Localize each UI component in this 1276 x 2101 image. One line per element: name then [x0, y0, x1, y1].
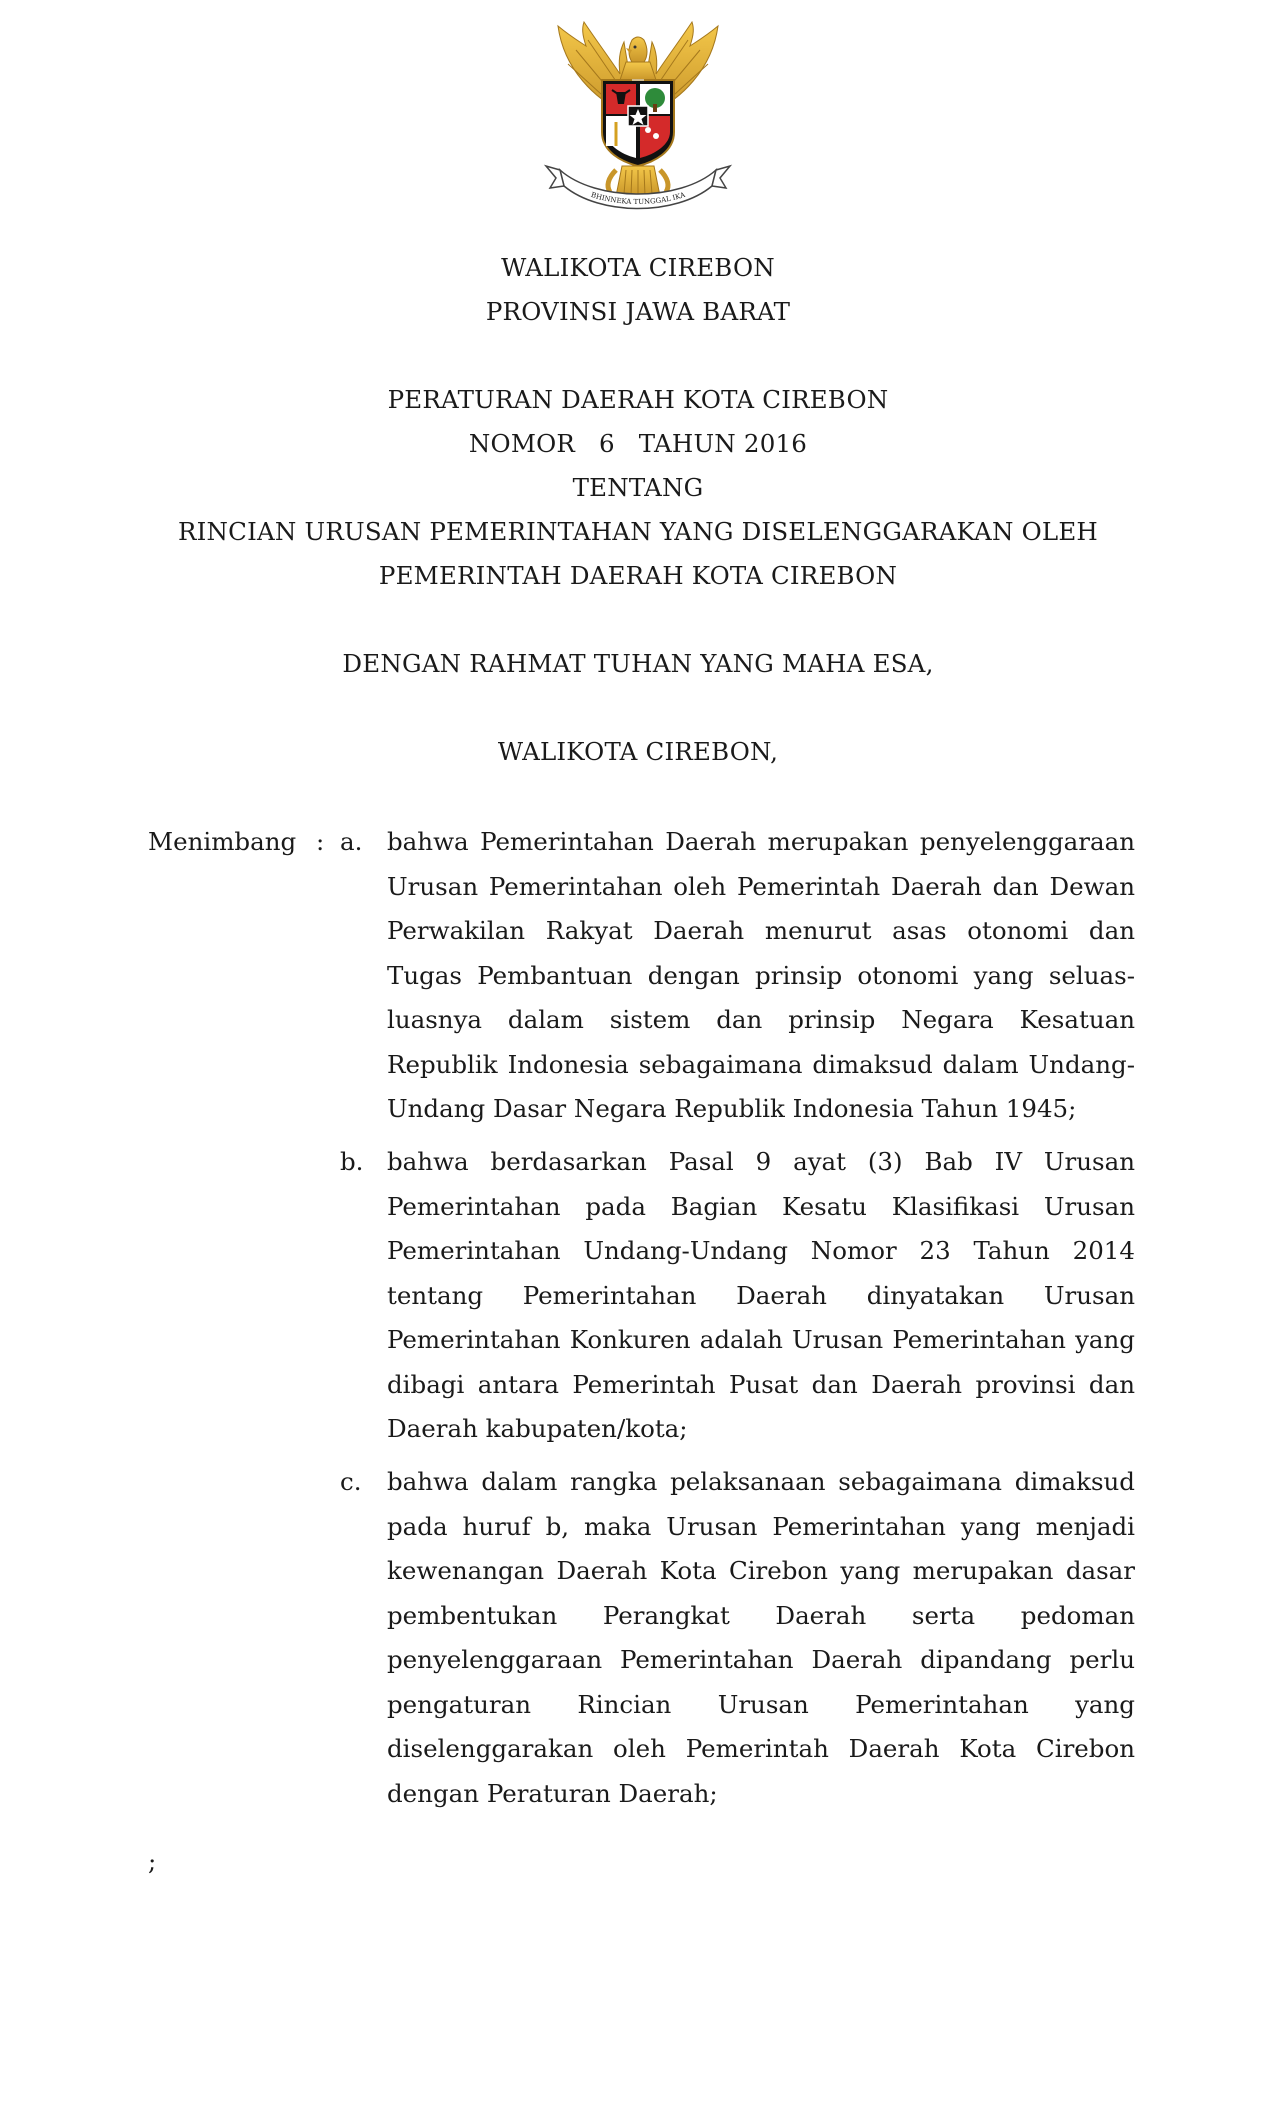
paragraph-line: Pemerintahan pada Bagian Kesatu Klasifikasi Urusan	[387, 1191, 1135, 1221]
considering-item-a	[387, 820, 1135, 1132]
paragraph-line: diselenggarakan oleh Pemerintah Daerah Kota Cirebon	[387, 1734, 1135, 1763]
considering-item-c	[387, 1460, 1135, 1816]
header-title: WALIKOTA CIREBON	[501, 253, 775, 282]
paragraph-line: luasnya dalam sistem dan prinsip Negara Kesatuan	[387, 1005, 1135, 1034]
header-province: PROVINSI JAWA BARAT	[485, 297, 791, 326]
paragraph-line: dibagi antara Pemerintah Pusat dan Daerah provinsi dan	[387, 1369, 1135, 1399]
considering-colon: :	[316, 827, 325, 856]
regulation-name: PERATURAN DAERAH KOTA CIREBON	[387, 385, 889, 414]
paragraph-line: pada huruf b, maka Urusan Pemerintahan yang menjadi	[387, 1511, 1135, 1541]
trailing-mark: ;	[148, 1847, 157, 1876]
paragraph-line: tentang Pemerintahan Daerah dinyatakan Urusan	[387, 1280, 1135, 1310]
paragraph-line: bahwa dalam rangka pelaksanaan sebagaimana dimaksud	[387, 1467, 1135, 1496]
considering-item-letter: c.	[340, 1467, 362, 1496]
motto-text: BHINNEKA TUNGGAL IKA	[589, 190, 687, 207]
paragraph-line: Tugas Pembantuan dengan prinsip otonomi yang seluas-	[387, 960, 1135, 990]
regulation-subject-line1: RINCIAN URUSAN PEMERINTAHAN YANG DISELENGGARAKAN OLEH	[178, 517, 1098, 546]
considering-item-letter: a.	[340, 827, 363, 856]
paragraph-line: Urusan Pemerintahan oleh Pemerintah Daerah dan Dewan	[387, 871, 1135, 901]
paragraph-line: pembentukan Perangkat Daerah serta pedoman	[387, 1600, 1135, 1630]
paragraph-line: pengaturan Rincian Urusan Pemerintahan yang	[387, 1689, 1135, 1719]
paragraph-line: dengan Peraturan Daerah;	[387, 1778, 718, 1808]
paragraph-line: bahwa Pemerintahan Daerah merupakan penyelenggaraan	[387, 827, 1135, 856]
considering-item-b	[387, 1140, 1135, 1452]
regulation-about: TENTANG	[572, 473, 704, 502]
paragraph-line: penyelenggaraan Pemerintahan Daerah dipandang perlu	[387, 1645, 1135, 1674]
paragraph-line: Daerah kabupaten/kota;	[387, 1414, 688, 1443]
paragraph-line: kewenangan Daerah Kota Cirebon yang merupakan dasar	[387, 1556, 1135, 1585]
considering-label: Menimbang	[148, 827, 297, 856]
authority: WALIKOTA CIREBON,	[497, 737, 779, 766]
paragraph-line: Pemerintahan Konkuren adalah Urusan Pemerintahan yang	[387, 1325, 1135, 1354]
considering-item-letter: b.	[340, 1147, 364, 1176]
regulation-subject-line2: PEMERINTAH DAERAH KOTA CIREBON	[378, 561, 898, 590]
paragraph-line: bahwa berdasarkan Pasal 9 ayat (3) Bab IV Urusan	[387, 1147, 1135, 1176]
garuda-emblem-icon	[536, 20, 740, 225]
paragraph-line: Pemerintahan Undang-Undang Nomor 23 Tahun 2014	[387, 1236, 1135, 1265]
paragraph-line: Republik Indonesia sebagaimana dimaksud dalam Undang-	[387, 1049, 1135, 1079]
regulation-number: NOMOR 6 TAHUN 2016	[468, 429, 808, 458]
paragraph-line: Undang Dasar Negara Republik Indonesia Tahun 1945;	[387, 1094, 1077, 1123]
paragraph-line: Perwakilan Rakyat Daerah menurut asas otonomi dan	[387, 916, 1135, 945]
invocation: DENGAN RAHMAT TUHAN YANG MAHA ESA,	[342, 649, 934, 678]
